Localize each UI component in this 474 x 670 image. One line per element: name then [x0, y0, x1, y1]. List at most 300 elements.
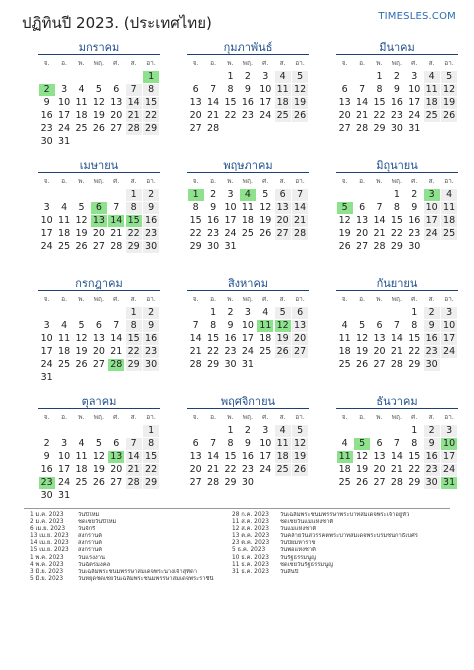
month-10	[38, 388, 160, 506]
day-cell: 7	[113, 202, 120, 213]
weekday-label: อ.	[61, 413, 68, 421]
legend-row	[232, 562, 460, 569]
day-cell: 7	[359, 84, 366, 95]
day-cell: 15	[408, 451, 421, 462]
day-cell: 17	[224, 215, 237, 226]
day-cell: 7	[393, 320, 400, 331]
day-cell: 25	[338, 477, 351, 488]
day-cell: 1	[210, 307, 217, 318]
month-9	[336, 270, 458, 388]
day-cell: 25	[241, 228, 254, 239]
day-cell: 21	[189, 346, 202, 357]
holiday-day-cell: 11	[338, 451, 351, 462]
day-cell: 7	[192, 320, 199, 331]
day-cell: 20	[189, 464, 202, 475]
day-cell: 24	[58, 123, 71, 134]
legend-row	[232, 526, 460, 533]
weekday-label: ส.	[130, 177, 137, 185]
day-cell: 10	[58, 451, 71, 462]
day-cell: 23	[390, 110, 403, 121]
day-cell: 16	[207, 215, 220, 226]
holiday-day-cell: 12	[276, 320, 289, 331]
day-cell: 21	[294, 215, 307, 226]
day-cell: 19	[75, 346, 88, 357]
weekday-label: ศ.	[411, 177, 418, 185]
day-cell: 24	[259, 464, 272, 475]
day-cell: 25	[58, 241, 71, 252]
day-cell: 13	[110, 97, 123, 108]
day-cell: 13	[276, 202, 289, 213]
day-cell: 17	[425, 215, 438, 226]
day-cell: 9	[210, 202, 217, 213]
day-cell: 21	[390, 464, 403, 475]
weekday-label: พ.	[227, 413, 234, 421]
legend-holiday-name: วันสิ้นปี	[280, 568, 299, 575]
month-rule	[336, 290, 458, 291]
day-cell: 17	[40, 228, 53, 239]
day-cell: 16	[390, 97, 403, 108]
legend-date: 5 ธ.ค. 2023	[232, 547, 266, 554]
day-cell: 19	[356, 346, 369, 357]
day-cell: 2	[411, 189, 418, 200]
day-cell: 17	[259, 97, 272, 108]
day-cell: 4	[341, 320, 348, 331]
legend-row	[232, 547, 460, 554]
day-cell: 13	[189, 451, 202, 462]
day-cell: 19	[276, 333, 289, 344]
holiday-day-cell: 1	[143, 71, 159, 83]
weekday-label: ส.	[428, 295, 435, 303]
day-cell: 22	[145, 110, 158, 121]
day-cell: 12	[294, 438, 307, 449]
day-cell: 6	[292, 307, 308, 319]
day-cell: 24	[241, 346, 254, 357]
weekday-label: อา.	[444, 413, 454, 421]
weekday-label: ส.	[279, 413, 286, 421]
day-cell: 27	[276, 228, 289, 239]
day-cell: 27	[189, 477, 202, 488]
day-cell: 29	[373, 123, 386, 134]
legend-row	[30, 547, 258, 554]
day-cell: 29	[145, 123, 158, 134]
day-cell: 24	[443, 464, 456, 475]
legend-date: 1 พ.ค. 2023	[30, 554, 64, 561]
day-cell: 25	[75, 477, 88, 488]
weekday-label: พ.	[227, 59, 234, 67]
day-cell: 9	[424, 320, 440, 332]
day-cell: 29	[390, 241, 403, 252]
weekday-label: ศ.	[411, 413, 418, 421]
weekday-label: ส.	[130, 59, 137, 67]
day-cell: 30	[40, 490, 53, 501]
day-cell: 17	[408, 97, 421, 108]
day-cell: 14	[373, 215, 386, 226]
day-cell: 8	[210, 320, 217, 331]
holiday-legend-right	[232, 512, 460, 576]
day-cell: 7	[376, 202, 383, 213]
day-cell: 9	[244, 84, 251, 95]
legend-date: 12 ส.ค. 2023	[232, 526, 269, 533]
day-cell: 11	[276, 84, 289, 95]
day-cell: 22	[127, 346, 140, 357]
day-cell: 14	[207, 451, 220, 462]
day-cell: 14	[356, 97, 369, 108]
day-cell: 10	[425, 202, 438, 213]
month-5	[187, 152, 309, 270]
day-cell: 14	[127, 451, 140, 462]
day-cell: 12	[338, 215, 351, 226]
weekday-label: ศ.	[411, 295, 418, 303]
day-cell: 25	[75, 123, 88, 134]
day-cell: 30	[145, 359, 158, 370]
legend-date: 15 เม.ย. 2023	[30, 547, 69, 554]
weekday-label: จ.	[43, 295, 50, 303]
day-cell: 3	[441, 307, 457, 319]
day-cell: 27	[110, 477, 123, 488]
weekday-header	[38, 294, 160, 305]
legend-holiday-name: ชดเชยวันแม่แห่งชาติ	[280, 519, 334, 526]
day-cell: 3	[43, 202, 50, 213]
day-cell: 12	[75, 215, 88, 226]
legend-row	[30, 576, 258, 583]
day-cell: 15	[145, 97, 158, 108]
month-rule	[38, 290, 160, 291]
day-cell: 20	[189, 110, 202, 121]
legend-holiday-name: วันพ่อแห่งชาติ	[280, 547, 316, 554]
brand-link[interactable]: TIMESLES.COM	[378, 11, 456, 22]
day-cell: 4	[78, 438, 85, 449]
weekday-label: ส.	[279, 59, 286, 67]
day-cell: 22	[224, 110, 237, 121]
weekday-label: ศ.	[113, 295, 120, 303]
weekday-header	[38, 58, 160, 69]
holiday-day-cell: 13	[92, 215, 105, 226]
legend-row	[232, 555, 460, 562]
day-cell: 21	[390, 346, 403, 357]
day-cell: 10	[259, 438, 272, 449]
day-cell: 27	[356, 241, 369, 252]
day-cell: 23	[224, 346, 237, 357]
weekday-label: อ.	[210, 295, 217, 303]
month-name: กันยายน	[376, 277, 418, 290]
legend-date: 3 มิ.ย. 2023	[30, 568, 64, 575]
day-cell: 11	[241, 202, 254, 213]
month-rule	[38, 54, 160, 55]
day-cell: 15	[224, 97, 237, 108]
day-cell: 29	[408, 359, 421, 370]
weekday-header	[336, 294, 458, 305]
weekday-label: พ.	[78, 413, 85, 421]
weekday-label: ศ.	[262, 59, 269, 67]
weekday-label: อา.	[146, 59, 156, 67]
day-cell: 11	[443, 202, 456, 213]
weekday-header	[336, 176, 458, 187]
holiday-day-cell: 14	[110, 215, 123, 226]
day-cell: 29	[127, 241, 140, 252]
holiday-day-cell: 5	[337, 202, 353, 214]
day-cell: 27	[373, 359, 386, 370]
day-cell: 3	[61, 438, 68, 449]
day-cell: 13	[294, 320, 307, 331]
day-cell: 14	[189, 333, 202, 344]
legend-row	[232, 540, 460, 547]
month-rule	[38, 172, 160, 173]
weekday-label: อา.	[295, 413, 305, 421]
day-cell: 1	[126, 189, 142, 201]
day-cell: 19	[259, 215, 272, 226]
day-cell: 5	[275, 307, 291, 319]
day-cell: 29	[408, 477, 421, 488]
day-cell: 9	[424, 438, 440, 450]
day-cell: 16	[145, 215, 158, 226]
day-cell: 24	[425, 228, 438, 239]
day-cell: 13	[373, 451, 386, 462]
day-cell: 24	[443, 346, 456, 357]
day-cell: 4	[275, 71, 291, 83]
day-cell: 16	[241, 97, 254, 108]
weekday-label: อ.	[359, 295, 366, 303]
weekday-header	[187, 294, 309, 305]
weekday-label: พฤ.	[93, 59, 105, 67]
day-cell: 15	[207, 333, 220, 344]
day-cell: 31	[40, 372, 53, 383]
day-cell: 26	[75, 241, 88, 252]
day-cell: 15	[373, 97, 386, 108]
weekday-header	[38, 176, 160, 187]
weekday-label: พฤ.	[242, 295, 254, 303]
day-cell: 15	[408, 333, 421, 344]
weekday-label: อา.	[295, 295, 305, 303]
day-cell: 2	[424, 307, 440, 319]
day-cell: 12	[356, 451, 369, 462]
day-cell: 18	[443, 215, 456, 226]
legend-date: 23 ต.ค. 2023	[232, 540, 270, 547]
weekday-label: ส.	[279, 295, 286, 303]
day-cell: 17	[40, 346, 53, 357]
day-cell: 7	[292, 189, 308, 201]
day-cell: 4	[262, 307, 269, 318]
weekday-label: พ.	[376, 413, 383, 421]
day-cell: 4	[275, 425, 291, 437]
day-cell: 2	[210, 189, 217, 200]
day-cell: 12	[443, 84, 456, 95]
day-cell: 27	[338, 123, 351, 134]
day-cell: 7	[210, 438, 217, 449]
day-cell: 11	[58, 215, 71, 226]
weekday-label: พ.	[78, 59, 85, 67]
legend-holiday-name: ชดเชยวันปีใหม่	[78, 519, 117, 526]
day-cell: 4	[61, 202, 68, 213]
weekday-label: ศ.	[262, 177, 269, 185]
day-cell: 10	[40, 333, 53, 344]
legend-date: 5 มิ.ย. 2023	[30, 575, 64, 582]
day-cell: 2	[244, 71, 251, 82]
legend-row	[30, 526, 258, 533]
month-name: เมษายน	[79, 159, 119, 172]
day-cell: 30	[390, 123, 403, 134]
day-cell: 22	[207, 346, 220, 357]
day-cell: 9	[43, 97, 50, 108]
day-cell: 28	[390, 359, 403, 370]
day-cell: 26	[259, 228, 272, 239]
weekday-label: ศ.	[113, 413, 120, 421]
day-cell: 30	[224, 359, 237, 370]
day-cell: 17	[443, 333, 456, 344]
month-4	[38, 152, 160, 270]
holiday-day-cell: 13	[110, 451, 123, 462]
weekday-label: ศ.	[113, 59, 120, 67]
day-cell: 28	[110, 241, 123, 252]
weekday-label: พฤ.	[391, 413, 403, 421]
weekday-label: อา.	[295, 59, 305, 67]
day-cell: 11	[75, 451, 88, 462]
day-cell: 14	[127, 97, 140, 108]
day-cell: 5	[292, 71, 308, 83]
holiday-day-cell: 4	[240, 189, 256, 201]
day-cell: 19	[338, 228, 351, 239]
day-cell: 12	[356, 333, 369, 344]
day-cell: 28	[207, 477, 220, 488]
weekday-label: อ.	[210, 59, 217, 67]
day-cell: 23	[207, 228, 220, 239]
day-cell: 30	[425, 477, 438, 488]
day-cell: 16	[40, 110, 53, 121]
weekday-label: จ.	[43, 59, 50, 67]
legend-holiday-name: วันแม่แห่งชาติ	[280, 526, 317, 533]
legend-date: 2 ม.ค. 2023	[30, 519, 64, 526]
day-cell: 18	[338, 464, 351, 475]
weekday-label: จ.	[341, 295, 348, 303]
day-cell: 7	[210, 84, 217, 95]
day-cell: 10	[259, 84, 272, 95]
day-cell: 6	[359, 202, 366, 213]
day-cell: 18	[58, 346, 71, 357]
day-cell: 20	[110, 464, 123, 475]
day-cell: 17	[58, 464, 71, 475]
month-1	[38, 34, 160, 152]
holiday-day-cell: 31	[443, 477, 456, 488]
weekday-label: พฤ.	[93, 295, 105, 303]
legend-holiday-name: วันปีใหม่	[78, 512, 100, 518]
weekday-label: ศ.	[262, 295, 269, 303]
day-cell: 1	[393, 189, 400, 200]
day-cell: 9	[244, 438, 251, 449]
day-cell: 3	[61, 84, 68, 95]
day-cell: 10	[241, 320, 254, 331]
day-cell: 5	[441, 71, 457, 83]
day-cell: 8	[143, 438, 159, 450]
day-cell: 6	[341, 84, 348, 95]
day-cell: 21	[207, 464, 220, 475]
weekday-label: จ.	[43, 177, 50, 185]
day-cell: 6	[192, 438, 199, 449]
day-cell: 20	[294, 333, 307, 344]
day-cell: 26	[338, 241, 351, 252]
weekday-label: จ.	[341, 59, 348, 67]
day-cell: 7	[126, 438, 142, 450]
month-rule	[187, 54, 309, 55]
day-cell: 2	[143, 307, 159, 319]
weekday-label: พฤ.	[242, 177, 254, 185]
day-cell: 30	[145, 241, 158, 252]
day-cell: 1	[411, 307, 418, 318]
day-cell: 13	[373, 333, 386, 344]
day-cell: 23	[241, 110, 254, 121]
day-cell: 26	[294, 110, 307, 121]
day-cell: 6	[113, 438, 120, 449]
holiday-day-cell: 1	[188, 189, 204, 201]
weekday-label: อา.	[146, 295, 156, 303]
day-cell: 7	[126, 84, 142, 96]
day-cell: 28	[207, 123, 220, 134]
day-cell: 27	[92, 359, 105, 370]
day-cell: 16	[241, 451, 254, 462]
day-cell: 19	[356, 464, 369, 475]
legend-holiday-name: ชดเชยวันรัฐธรรมนูญ	[280, 561, 334, 568]
day-cell: 8	[227, 438, 234, 449]
day-cell: 26	[92, 477, 105, 488]
day-cell: 1	[143, 425, 159, 437]
day-cell: 4	[424, 71, 440, 83]
day-cell: 3	[262, 71, 269, 82]
weekday-label: พ.	[376, 177, 383, 185]
day-cell: 13	[338, 97, 351, 108]
month-name: กรกฎาคม	[75, 277, 123, 290]
day-cell: 21	[127, 110, 140, 121]
day-cell: 16	[224, 333, 237, 344]
month-7	[38, 270, 160, 388]
day-cell: 16	[145, 333, 158, 344]
day-cell: 18	[338, 346, 351, 357]
day-cell: 24	[259, 110, 272, 121]
day-cell: 8	[126, 202, 142, 214]
month-8	[187, 270, 309, 388]
day-cell: 12	[294, 84, 307, 95]
weekday-label: ศ.	[113, 177, 120, 185]
day-cell: 2	[43, 438, 50, 449]
day-cell: 21	[373, 228, 386, 239]
legend-date: 14 เม.ย. 2023	[30, 540, 69, 547]
day-cell: 27	[189, 123, 202, 134]
legend-row	[30, 540, 258, 547]
weekday-label: พฤ.	[93, 177, 105, 185]
day-cell: 1	[126, 307, 142, 319]
day-cell: 3	[411, 71, 418, 82]
day-cell: 28	[373, 241, 386, 252]
day-cell: 13	[189, 97, 202, 108]
day-cell: 11	[338, 333, 351, 344]
legend-holiday-name: วันแรงงาน	[78, 554, 105, 561]
day-cell: 3	[441, 425, 457, 437]
day-cell: 20	[92, 346, 105, 357]
day-cell: 1	[227, 71, 234, 82]
weekday-label: จ.	[192, 295, 199, 303]
month-rule	[336, 408, 458, 409]
weekday-label: อ.	[61, 295, 68, 303]
day-cell: 5	[292, 425, 308, 437]
weekday-label: พ.	[78, 295, 85, 303]
day-cell: 24	[224, 228, 237, 239]
month-name: มิถุนายน	[376, 159, 418, 172]
day-cell: 4	[441, 189, 457, 201]
day-cell: 23	[145, 228, 158, 239]
weekday-header	[38, 412, 160, 423]
day-cell: 25	[259, 346, 272, 357]
weekday-label: ส.	[428, 413, 435, 421]
weekday-label: พฤ.	[242, 59, 254, 67]
legend-holiday-name: วันปิยมหาราช	[280, 540, 316, 547]
day-cell: 28	[189, 359, 202, 370]
